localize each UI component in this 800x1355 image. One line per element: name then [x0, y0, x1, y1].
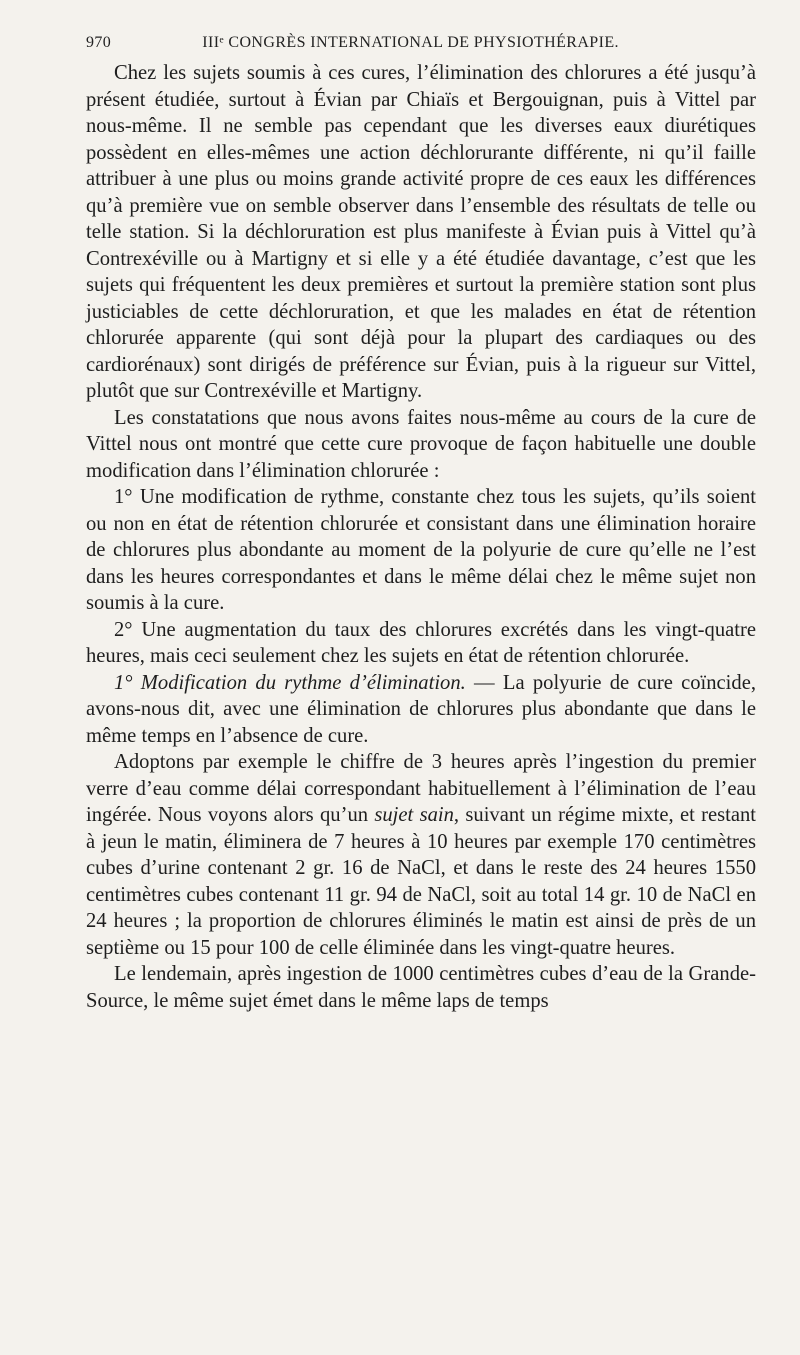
paragraph-1: Chez les sujets soumis à ces cures, l’élimination des chlorures a été jusqu’à présent étudiée, surtout à Évian par Chiaïs et Bergouignan, puis à Vittel par nous-même. Il ne semble pas cependant que les diverses eaux diurétiques possèdent en elles-mêmes une action déchlorurante différente, ni qu’il faille attribuer à une plus ou moins grande activité propre de ces eaux les différences qu’à première vue on semble observer dans l’ensemble des résultats de telle ou telle station. Si la déchloruration est plus manifeste à Évian puis à Vittel qu’à Contrexéville ou à Martigny et si elle y a été étudiée davantage, c’est que les sujets qui fréquentent les deux premières et surtout la première station sont plus justiciables de cette déchloruration, et que les malades en état de rétention chlorurée apparente (qui sont déjà pour la plupart des cardiaques ou des cardiorénaux) sont dirigés de préférence sur Évian, puis à la rigueur sur Vittel, plutôt que sur Contrexéville et Martigny.: [86, 62, 756, 402]
paragraph-7: Le lendemain, après ingestion de 1000 centimètres cubes d’eau de la Grande-Source, le même sujet émet dans le même laps de temps: [86, 963, 756, 1012]
paragraph-3: 1° Une modification de rythme, constante chez tous les sujets, qu’ils soient ou non en état de rétention chlorurée et consistant dans une élimination horaire de chlorures plus abondante au moment de la polyurie de cure qu’elle ne l’est dans les heures correspondantes et dans le même délai chez le même sujet non soumis à la cure.: [86, 486, 756, 614]
paragraph-5: [86, 670, 756, 750]
paragraph-6-italic: sujet sain: [374, 804, 454, 826]
paragraph-6-text-before: Adoptons par exemple le chiffre de 3 heures après l’ingestion du premier verre d’eau comme délai correspondant habituellement à l’élimination de l’eau ingérée. Nous voyons alors qu’un: [86, 751, 756, 826]
running-header: [86, 34, 756, 52]
page-body: [86, 60, 756, 1014]
section-heading-italic: 1° Modification du rythme d’élimination.: [114, 671, 466, 694]
paragraph-4: 2° Une augmentation du taux des chlorures excrétés dans les vingt-quatre heures, mais ceci seulement chez les sujets en état de rétention chlorurée.: [86, 618, 756, 667]
page-number: 970: [86, 34, 112, 51]
paragraph-6-text-after: , suivant un régime mixte, et restant à jeun le matin, éliminera de 7 heures à 10 heures par exemple 170 centimètres cubes d’urine contenant 2 gr. 16 de NaCl, et dans le reste des 24 heures 1550 centimètres cubes contenant 11 gr. 94 de NaCl, soit au total 14 gr. 10 de NaCl en 24 heures ; la proportion de chlorures éliminés le matin est ainsi de près de un septième ou 15 pour 100 de celle éliminée dans les vingt-quatre heures.: [86, 804, 757, 959]
running-title: IIIᵉ CONGRÈS INTERNATIONAL DE PHYSIOTHÉRAPIE.: [202, 34, 619, 51]
paragraph-5-text: — La polyurie de cure coïncide, avons-nous dit, avec une élimination de chlorures plus abondante que dans le même temps en l’absence de cure.: [86, 671, 756, 747]
paragraph-2: Les constatations que nous avons faites nous-même au cours de la cure de Vittel nous ont montré que cette cure provoque de façon habituelle une double modification dans l’élimination chlorurée :: [86, 406, 756, 482]
paragraph-6: [86, 749, 756, 961]
